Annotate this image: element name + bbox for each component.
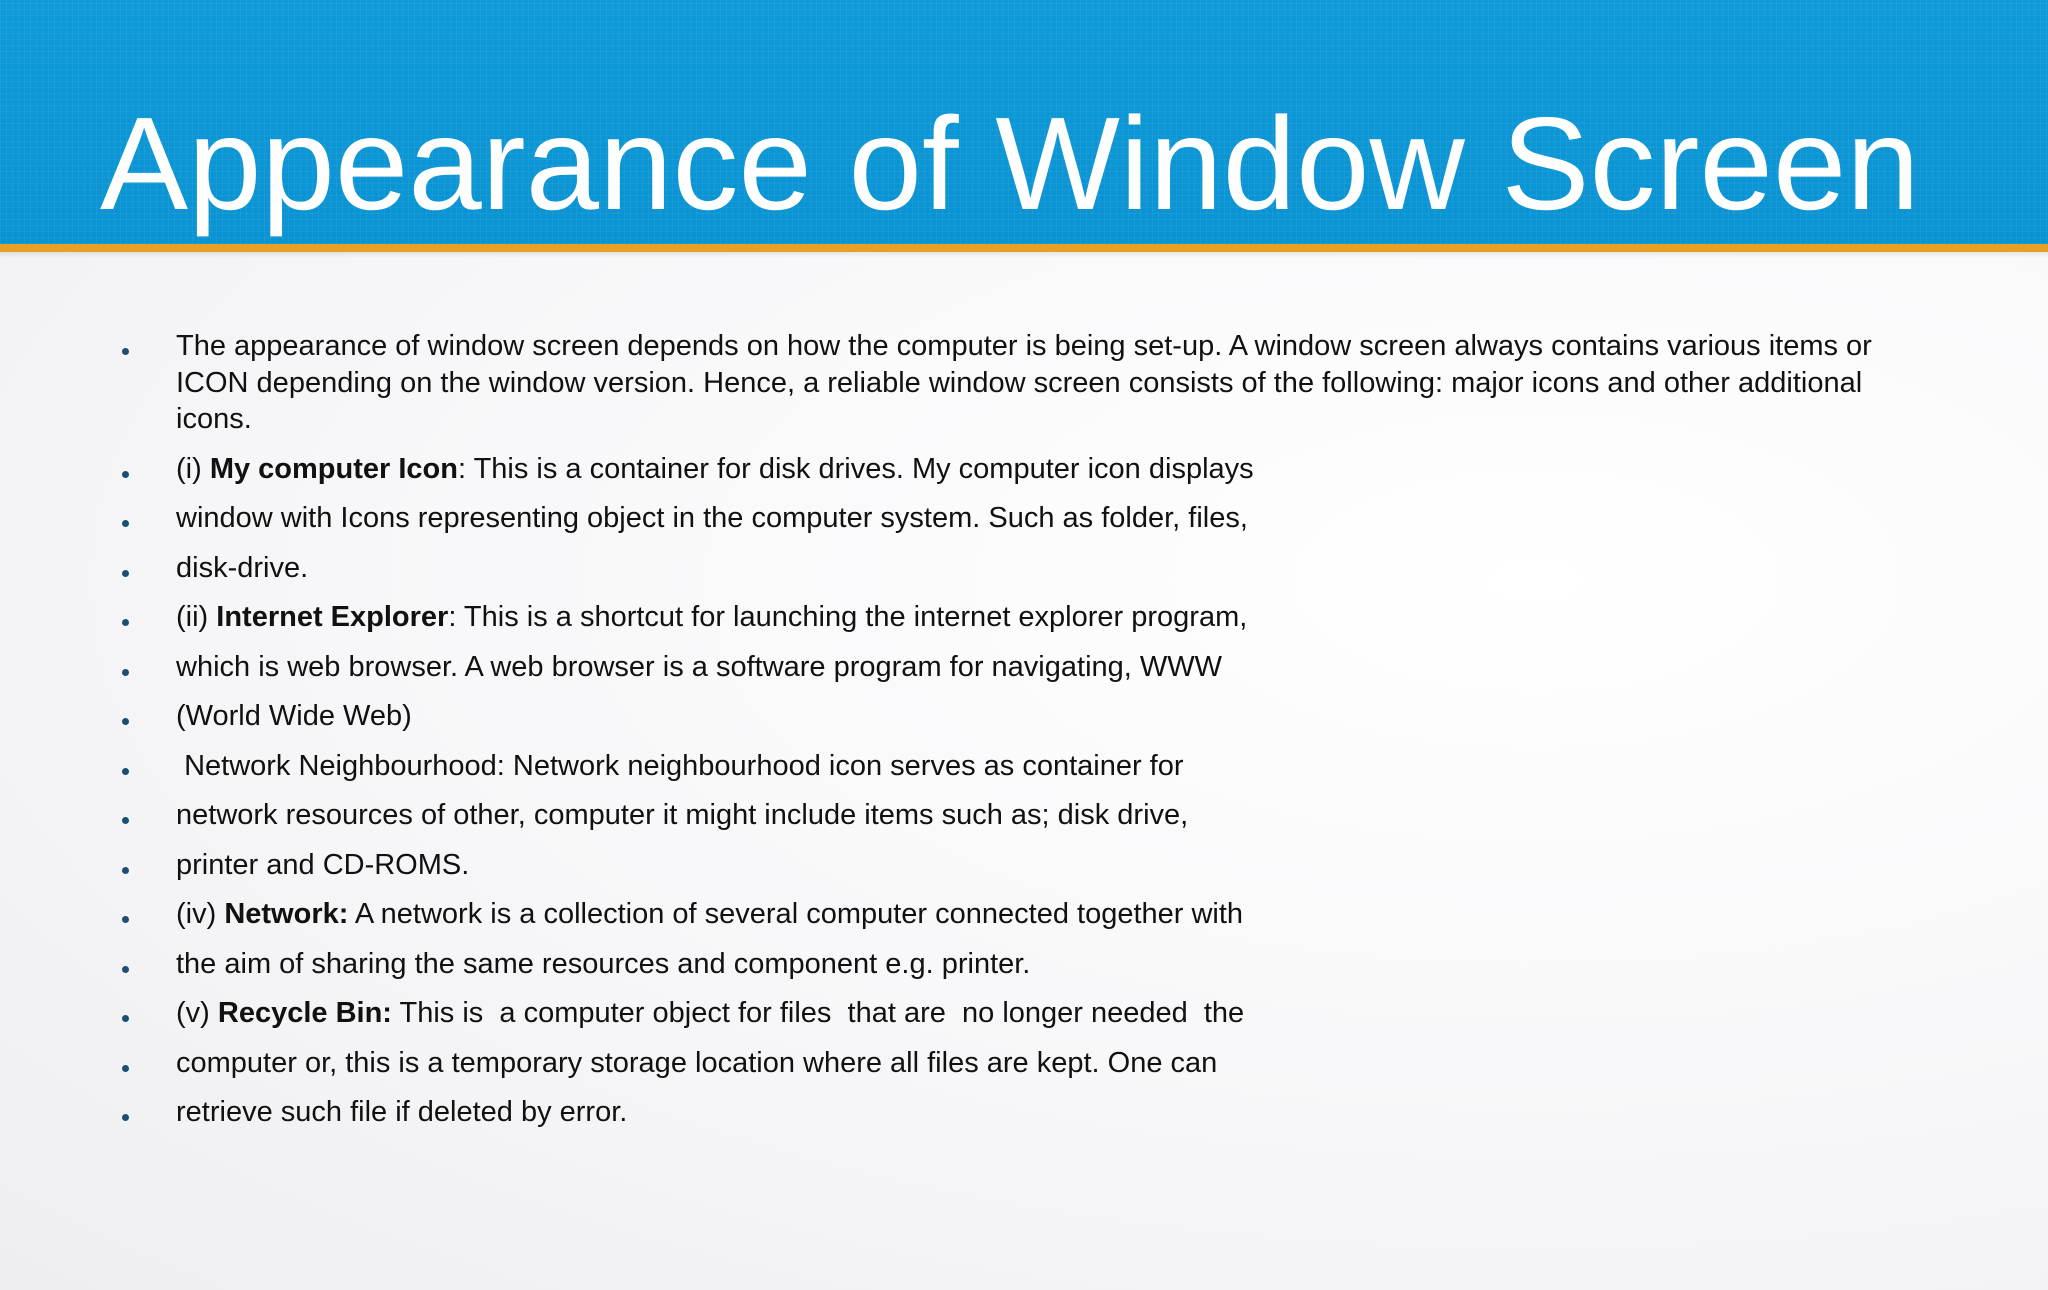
bullet-term: Internet Explorer xyxy=(216,601,449,633)
bullet-text: the aim of sharing the same resources and component e.g. printer. xyxy=(176,947,1031,980)
bullet-list xyxy=(0,328,2048,1144)
bullet-text: A network is a collection of several computer connected together with xyxy=(348,898,1244,930)
bullet-text: retrieve such file if deleted by error. xyxy=(176,1096,628,1128)
bullet-text: The appearance of window screen depends on how the computer is being set-up. A window screen always contains various items or ICON depending on the window version. Hence, a reliable window screen consists of the following: major icons and other additional icons. xyxy=(176,330,1872,435)
bullet-text: window with Icons representing object in the computer system. Such as folder, files, xyxy=(176,502,1248,534)
bullet-internet-explorer xyxy=(0,599,1936,636)
bullet-intro xyxy=(0,328,1936,438)
title-accent-line xyxy=(0,244,2048,252)
bullet-text: network resources of other, computer it might include items such as; disk drive, xyxy=(176,799,1189,831)
bullet-term: Network: xyxy=(224,898,349,930)
bullet-recycle-bin xyxy=(0,995,1936,1032)
bullet-internet-explorer-cont xyxy=(0,649,1936,686)
bullet-text: Network Neighbourhood: Network neighbourhood icon serves as container for xyxy=(176,749,1184,782)
bullet-text: computer or, this is a temporary storage location where all files are kept. One can xyxy=(176,1046,1218,1079)
bullet-text: printer and CD-ROMS. xyxy=(176,848,470,881)
bullet-term: Recycle Bin: xyxy=(217,997,392,1029)
bullet-text: disk-drive. xyxy=(176,551,309,584)
bullet-my-computer xyxy=(0,451,1936,488)
bullet-prefix: (i) xyxy=(176,452,210,485)
bullet-network-cont xyxy=(0,946,1936,983)
bullet-text: : This is a shortcut for launching the internet explorer program, xyxy=(448,601,1248,633)
bullet-text: which is web browser. A web browser is a software program for navigating, WWW xyxy=(176,650,1222,683)
bullet-network-neighbourhood-cont xyxy=(0,797,1936,834)
bullet-my-computer-cont xyxy=(0,500,1936,537)
bullet-network-neighbourhood xyxy=(0,748,1936,785)
slide-title: Appearance of Window Screen xyxy=(100,90,1920,237)
bullet-my-computer-cont2 xyxy=(0,550,1936,587)
bullet-text: (World Wide Web) xyxy=(176,700,412,732)
bullet-prefix: (iv) xyxy=(176,898,225,930)
bullet-network-neighbourhood-cont2 xyxy=(0,847,1936,884)
bullet-prefix: (ii) xyxy=(176,601,217,633)
bullet-text: This is a computer object for files that are no longer needed the xyxy=(391,997,1245,1029)
bullet-network xyxy=(0,896,1936,933)
bullet-recycle-bin-cont xyxy=(0,1045,1936,1082)
bullet-internet-explorer-cont2 xyxy=(0,698,1936,735)
bullet-term: My computer Icon xyxy=(209,452,458,485)
bullet-recycle-bin-cont2 xyxy=(0,1094,1936,1131)
title-accent-shadow xyxy=(0,252,2048,258)
bullet-text: : This is a container for disk drives. My computer icon displays xyxy=(457,452,1254,485)
bullet-prefix: (v) xyxy=(176,997,218,1029)
